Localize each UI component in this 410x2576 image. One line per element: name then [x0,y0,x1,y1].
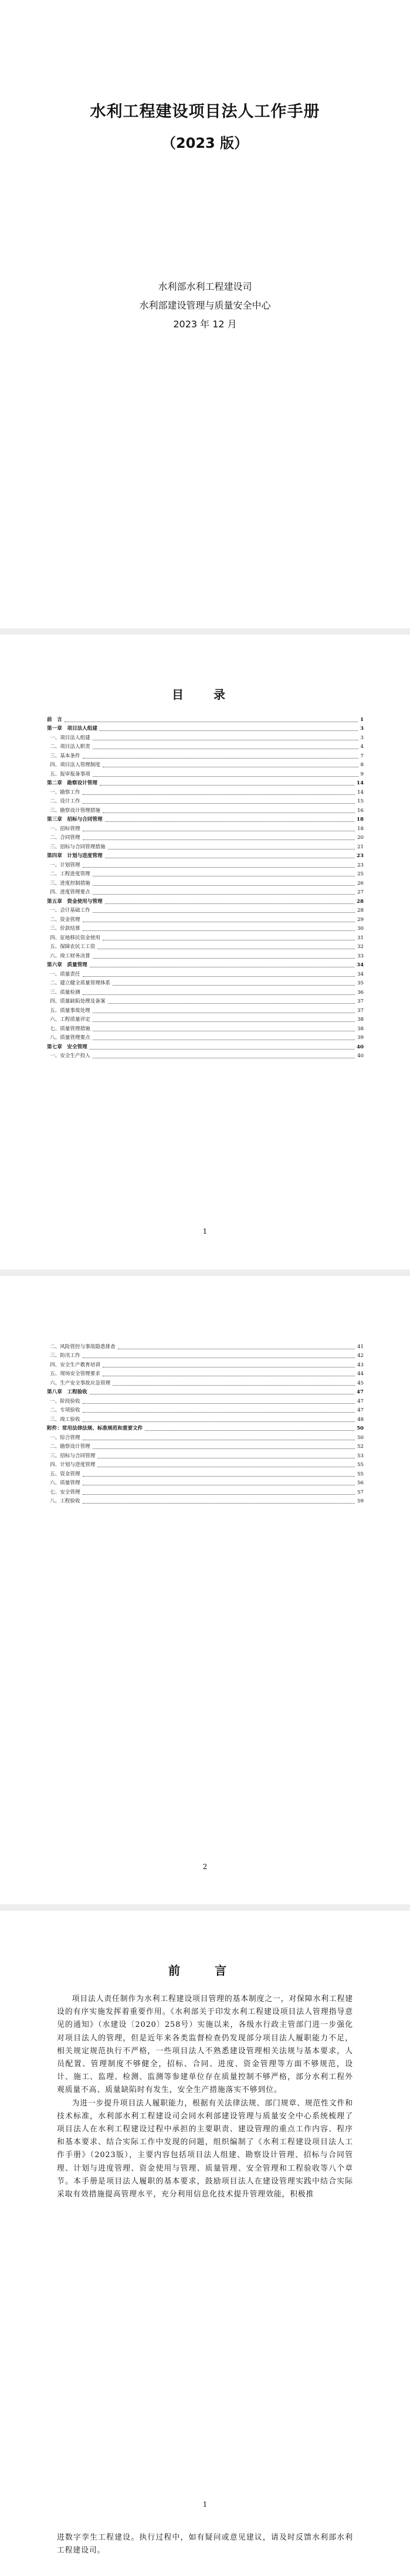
toc-dot-leader [83,758,358,759]
toc-entry-page: 35 [357,980,364,986]
toc-entry[interactable] [47,1351,364,1360]
toc-entry[interactable] [47,1042,364,1051]
toc-entry[interactable] [47,1369,364,1379]
toc-entry[interactable] [47,1478,364,1488]
toc-entry-page: 45 [357,1380,364,1386]
toc-entry-title: 四、计划与进度管理 [50,1462,96,1468]
toc-entry[interactable] [47,987,364,997]
toc-dot-leader [93,958,355,959]
toc-dot-leader [83,1412,355,1413]
toc-entry[interactable] [47,1360,364,1369]
toc-entry-title: 八、工程验收 [50,1498,80,1504]
toc-dot-leader [113,985,355,986]
toc-entry-page: 18 [357,817,364,822]
toc-dot-leader [93,912,355,913]
toc-entry[interactable] [47,1024,364,1033]
toc-entry-title: 六、生产安全事故应急管理 [50,1380,111,1386]
toc-entry-title: 三、进度控制措施 [50,880,90,886]
toc-entry-page: 40 [357,1053,364,1059]
toc-entry[interactable] [47,760,364,770]
toc-entry-page: 55 [357,1471,364,1477]
toc-entry-title: 四、征地移民资金使用 [50,935,100,941]
toc-entry-title: 五、报审报备事项 [50,771,90,777]
toc-entry[interactable] [47,1451,364,1460]
toc-entry[interactable] [47,824,364,833]
toc-entry-page: 14 [357,780,364,786]
toc-entry[interactable] [47,933,364,942]
toc-entry-title: 第七章 安全管理 [47,1044,87,1050]
toc-entry[interactable] [47,1406,364,1415]
toc-entry[interactable] [47,815,364,824]
toc-entry-title: 第八章 工程验收 [47,1389,87,1395]
toc-entry-page: 50 [357,1434,364,1441]
toc-entry-page: 28 [357,908,364,913]
toc-entry-page: 30 [357,926,364,932]
toc-entry[interactable] [47,1051,364,1061]
foreword-heading: 前 言 [168,1964,242,1978]
toc-entry-page: 4 [360,744,364,750]
toc-entry-page: 55 [357,1462,364,1468]
toc-entry-page: 18 [357,825,364,832]
toc-entry-page: 56 [357,1480,364,1486]
toc-entry-page: 52 [357,1444,364,1450]
foreword-paragraph: 项目法人责任制作为水利工程建设项目管理的基本制度之一，对保障水利工程建设的有序实施发挥着重要作用。《水利部关于印发水利工程建设项目法人管理指导意见的通知》（水建设〔2020〕258号）实施以来，各级水行政主管部门进一步强化对项目法人的管理，但是近年来各类监督检查仍发现部分项目法人履职能力不足，相关规定规范执行不严格，一些项目法人不熟悉建设管理相关法规与基本要求，人员配置、管理制度不够健全，招标、合同、进度、资金管理等方面不够规范，设计、施工、监理、检测、监测等参建单位存在质量控制不够严格，部分水利工程外观质量不高、质量缺陷时有发生，安全生产措施落实不够到位。 [57,1995,353,2095]
toc-entry-page: 25 [357,871,364,877]
toc-dot-leader [100,785,354,786]
page-separator [0,628,410,635]
toc-entry[interactable] [47,1460,364,1470]
toc-entry-page: 43 [357,1362,364,1368]
toc-entry-title: 一、质量责任 [50,971,80,977]
toc-entry[interactable] [47,896,364,906]
toc-entry-title: 第六章 质量管理 [47,962,87,968]
toc-entry-page: 8 [360,762,364,768]
page-number: 1 [202,1227,208,1235]
toc-entry[interactable] [47,769,364,778]
toc-entry-title: 五、保障农民工工资 [50,944,96,950]
toc-dot-leader [83,1476,355,1477]
toc-entry[interactable] [47,951,364,960]
toc-dot-leader [83,1494,355,1495]
toc-dot-leader [108,1003,355,1004]
toc-entry[interactable] [47,915,364,924]
toc-entry[interactable] [47,1033,364,1042]
toc-entry-title: 第二章 勘察设计管理 [47,780,97,786]
toc-entry-title: 第五章 资金使用与管理 [47,898,103,905]
toc-entry-title: 三、基本条件 [50,753,80,759]
toc-dot-leader [83,976,355,977]
toc-entry[interactable] [47,969,364,979]
toc-entry[interactable] [47,1433,364,1442]
foreword-continuation [57,2531,353,2557]
toc-dot-leader [93,885,355,886]
toc-entry-page: 47 [357,1398,364,1404]
toc-entry-page: 32 [357,944,364,950]
toc-entry-page: 31 [357,935,364,941]
toc-entry[interactable] [47,1015,364,1024]
toc-entry[interactable] [47,778,364,788]
toc-entry-title: 六、工程质量评定 [50,1017,90,1023]
toc-entry-page: 9 [360,771,364,777]
toc-dot-leader [83,930,355,931]
issuing-org-1: 水利部水利工程建设司 [158,281,252,292]
toc-entry-page: 48 [357,1416,364,1423]
toc-entry-page: 37 [357,1007,364,1014]
toc-entry[interactable] [47,715,364,724]
toc-entry[interactable] [47,733,364,742]
toc-entry-title: 二、项目法人职责 [50,744,90,750]
toc-entry-page: 59 [357,1498,364,1504]
toc-entry-page: 3 [360,734,364,741]
toc-entry-page: 7 [360,753,364,759]
toc-dot-leader [93,776,358,777]
toc-entry[interactable] [47,924,364,933]
toc-dot-leader [83,1421,355,1422]
toc-entry[interactable] [47,787,364,797]
foreword-page [0,1911,410,2576]
toc-entry[interactable] [47,1006,364,1015]
foreword-body [57,1993,353,2201]
toc-entry-page: 23 [357,862,364,868]
toc-entry-title: 一、计划管理 [50,862,80,868]
toc-dot-leader [145,1430,354,1431]
toc-entry-title: 七、安全管理 [50,1489,80,1495]
toc-entry-title: 二、合同管理 [50,835,80,841]
toc-entry[interactable] [47,878,364,888]
toc-entry-page: 16 [357,807,364,814]
issuing-org-2: 水利部建设管理与质量安全中心 [139,300,271,311]
toc-entry-title: 三、招标与合同管理措施 [50,844,106,850]
toc-entry-title: 前 言 [47,716,62,723]
toc-entry-page: 14 [357,789,364,796]
toc-entry-page: 34 [357,971,364,977]
toc-entry-title: 五、资金管理 [50,1471,80,1477]
toc-entry-title: 三、竣工验收 [50,1416,80,1423]
toc-entry[interactable] [47,1469,364,1478]
toc-entry[interactable] [47,851,364,861]
toc-entry-page: 33 [357,953,364,959]
toc-entry[interactable] [47,805,364,815]
toc-entry-title: 一、综合管理 [50,1434,80,1441]
toc-entry[interactable] [47,833,364,842]
cover-page [0,0,410,628]
toc-entry[interactable] [47,1396,364,1406]
toc-entry-page: 37 [357,998,364,1004]
toc-entry-page: 47 [357,1389,364,1395]
toc-entry-title: 七、质量管理措施 [50,1025,90,1032]
toc-dot-leader [83,1403,355,1404]
toc-dot-leader [83,803,355,804]
toc-dot-leader [100,730,358,731]
toc-entry[interactable] [47,979,364,988]
toc-entry-title: 五、质量事故处理 [50,1007,90,1014]
toc-dot-leader [83,867,355,868]
toc-entry-title: 四、进度管理要点 [50,889,90,895]
toc-entry[interactable] [47,842,364,851]
toc-entry-page: 47 [357,1407,364,1413]
toc-entry[interactable] [47,742,364,752]
toc-entry-page: 34 [357,962,364,968]
toc-heading: 目 录 [172,688,238,702]
toc-entry-title: 第三章 招标与合同管理 [47,817,103,822]
toc-entry[interactable] [47,1414,364,1424]
toc-entry-title: 二、风险管控与事故隐患排查 [50,1343,116,1350]
toc-entry-title: 三、招标与合同管理 [50,1453,96,1459]
toc-entry-page: 57 [357,1489,364,1495]
toc-entry-page: 50 [357,1426,364,1431]
toc-entry[interactable] [47,906,364,915]
toc-dot-leader [113,1385,355,1386]
toc-entry-title: 第一章 项目法人组建 [47,726,97,732]
toc-entry-title: 六、竣工财务决算 [50,953,90,959]
toc-dot-leader [105,821,354,822]
toc-entry-title: 二、勘察设计管理 [50,1444,90,1450]
toc-entry-page: 23 [357,853,364,859]
toc-entry[interactable] [47,960,364,970]
toc-entry-page: 27 [357,889,364,895]
page-separator [0,1904,410,1911]
toc-entry-page: 26 [357,880,364,886]
toc-entry-title: 五、现场安全管理要求 [50,1371,100,1377]
toc-entry[interactable] [47,1442,364,1451]
toc-dot-leader [90,1049,354,1050]
toc-entry-title: 四、质量缺陷处理及备案 [50,998,106,1004]
foreword-paragraph: 为进一步提升项目法人履职能力，根据有关法律法规、部门规章、规范性文件和技术标准，水利部水利工程建设司会同水利部建设管理与质量安全中心系统梳理了项目法人在水利工程建设过程中承担的主要职责、建设管理的重点工作内容、程序和基本要求、结合实际工作中发现的问题，组织编制了《水利工程建设项目法人工作手册》（2023版），主要内容包括项目法人组建、勘察设计管理、招标与合同管理、计划与进度管理、资金使用与管理、质量管理、安全管理和工程验收等八个章节。本手册是项目法人履职的基本要求，鼓励项目法人在建设管理实践中结合实际采取有效措施提高管理水平，充分利用信息化技术提升管理效能，积极推 [57,2098,353,2199]
toc-entry-title: 四、安全生产教育培训 [50,1362,100,1368]
toc-entry-title: 六、质量管理 [50,1480,80,1486]
toc-entry-page: 53 [357,1453,364,1459]
toc-entry-title: 二、设计工作 [50,798,80,804]
toc-entry[interactable] [47,797,364,806]
foreword-paragraph: 进数字孪生工程建设。执行过程中，如有疑问或意见建议，请及时反馈水利部水利工程建设司。 [57,2533,353,2555]
toc-entry-page: 1 [360,716,364,723]
toc-entry-page: 29 [357,916,364,923]
toc-dot-leader [93,894,355,895]
toc-entry-title: 三、质量检测 [50,989,80,996]
toc-entry-page: 21 [357,844,364,850]
toc-entry[interactable] [47,1487,364,1497]
toc-entry-title: 四、项目法人管理制度 [50,762,100,768]
toc-entry-page: 28 [357,898,364,905]
toc-entry[interactable] [47,724,364,733]
toc-entry-page: 38 [357,1017,364,1023]
toc-entry[interactable] [47,860,364,869]
toc-entry[interactable] [47,888,364,897]
toc-entry-page: 20 [357,835,364,841]
toc-entry-title: 第四章 计划与进度管理 [47,853,103,859]
toc-entry[interactable] [47,1424,364,1433]
toc-entry[interactable] [47,1378,364,1387]
page-number: 1 [202,2500,208,2509]
toc-dot-leader [83,994,355,995]
toc-entry-page: 36 [357,989,364,996]
toc-list [47,715,364,1060]
toc-dot-leader [93,1448,355,1449]
toc-entry-title: 附件：常用法律法规、标准规范和重要文件 [47,1426,143,1431]
toc-entry-title: 一、项目法人组建 [50,734,90,741]
document-edition: （2023 版） [161,135,249,151]
toc-entry-title: 一、招标管理 [50,825,80,832]
toc-page-2 [0,1276,410,1904]
toc-entry-page: 39 [357,1035,364,1041]
toc-entry-title: 一、安全生产投入 [50,1053,90,1059]
toc-dot-leader [93,1021,355,1022]
toc-entry[interactable] [47,1387,364,1397]
toc-entry-page: 44 [357,1371,364,1377]
page-number: 2 [202,1863,208,1871]
toc-entry[interactable] [47,751,364,760]
toc-entry-title: 一、勘察工作 [50,789,80,796]
toc-entry-page: 42 [357,1353,364,1359]
toc-entry-page: 38 [357,1025,364,1032]
toc-entry[interactable] [47,997,364,1006]
document-title: 水利工程建设项目法人工作手册 [90,103,320,121]
toc-entry-title: 二、资金管理 [50,916,80,923]
toc-entry-title: 三、防汛工作 [50,1353,80,1359]
toc-entry[interactable] [47,1497,364,1506]
toc-entry[interactable] [47,942,364,952]
toc-entry-title: 一、阶段验收 [50,1398,80,1404]
toc-entry[interactable] [47,869,364,879]
toc-dot-leader [83,1503,355,1504]
toc-list [47,1342,364,1505]
toc-entry-title: 八、质量管理要点 [50,1035,90,1041]
toc-entry-title: 二、专项验收 [50,1407,80,1413]
toc-entry-page: 41 [357,1343,364,1350]
toc-entry[interactable] [47,1342,364,1351]
page-separator [0,1270,410,1276]
toc-entry-page: 15 [357,798,364,804]
toc-dot-leader [83,794,355,795]
publish-date: 2023 年 12 月 [173,319,237,330]
toc-entry-title: 二、建立健全质量管理体系 [50,980,111,986]
toc-entry-title: 三、勘察设计管理措施 [50,807,100,814]
toc-page-1 [0,635,410,1270]
toc-entry-title: 二、工程进度管理 [50,871,90,877]
toc-entry-title: 一、会计基础工作 [50,908,90,913]
toc-entry-page: 40 [357,1044,364,1050]
toc-entry-title: 三、价款结算 [50,926,80,932]
toc-entry-page: 3 [360,726,364,732]
toc-dot-leader [105,903,354,904]
